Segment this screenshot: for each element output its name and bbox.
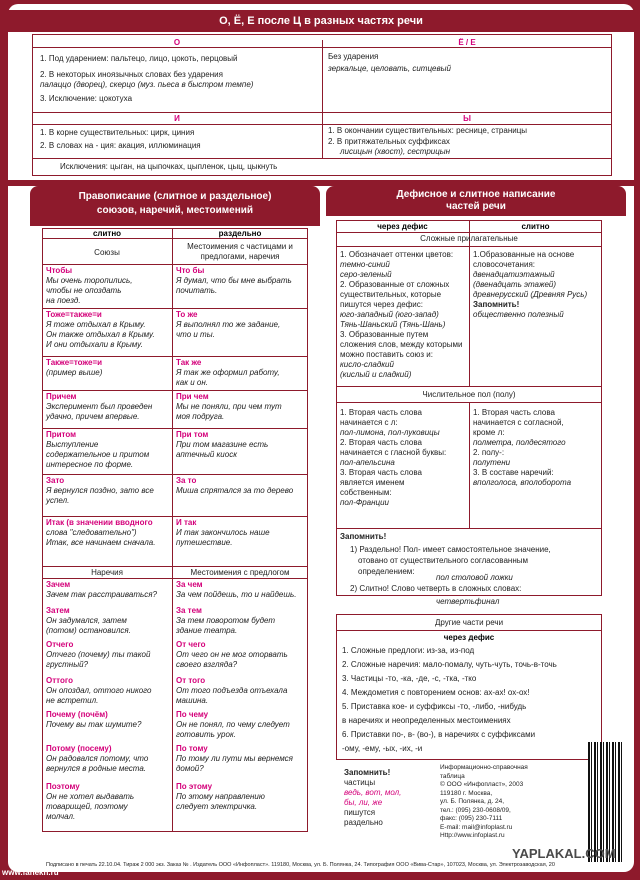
left-row-1-l — [46, 266, 170, 306]
left-r7r-0: И так — [176, 518, 197, 527]
left-r5l-1: Выступление — [46, 440, 99, 449]
right-pub-6: факс: (095) 230-7111 — [440, 815, 503, 822]
o-rule-2: 2. В некоторых иноязычных словах без ударения — [40, 70, 223, 79]
left-s5r-1: Он не понял, по чему следует — [176, 720, 290, 729]
left-r2l-0: Тоже=также=и — [46, 310, 102, 319]
right-pub-2: © ООО «Инфопласт», 2003 — [440, 781, 524, 788]
left-row-6-r — [176, 476, 300, 496]
left-s3r-2: своего взгляда? — [176, 660, 238, 669]
right-b_r-7: вполголоса, вполоборота — [473, 478, 572, 487]
remember-1: 1) Раздельно! Пол- имеет самостоятельное значение, — [350, 545, 551, 554]
y-rule-2: 2. В притяжательных суффиксах — [328, 137, 450, 146]
right-a_l-9: сложения слов, между которыми — [340, 340, 463, 349]
other-parts-header: Другие части речи — [434, 618, 504, 627]
right-a_l-5: пишутся через дефис: — [340, 300, 423, 309]
right-pub-1: таблица — [440, 772, 465, 780]
right-b_l-7: является именем — [340, 478, 405, 487]
left-r5r-0: При том — [176, 430, 209, 439]
left-r4r-0: При чем — [176, 392, 209, 401]
right-a_r-5: Запомнить! — [473, 300, 520, 309]
i-rule-1: 1. В корне существительных: цирк, циния — [40, 128, 195, 137]
left-r7l-1: слова "следовательно") — [46, 528, 137, 537]
left-s1r-0: За чем — [176, 580, 203, 589]
left-row-1-r — [176, 266, 300, 296]
left-s5r-0: По чему — [176, 710, 209, 719]
left-r2r-0: То же — [176, 310, 198, 319]
pronouns-label-2: предлогами, наречия — [200, 252, 280, 261]
ee-rule-2: зеркальце, целовать, ситцевый — [328, 64, 451, 73]
remember-1c: определением: — [358, 567, 415, 576]
left-s5r-2: готовить урок. — [176, 730, 236, 739]
left-row-3-l — [46, 358, 170, 378]
left-header-together: слитно — [92, 229, 122, 238]
left-s5l-0: Почему (почём) — [46, 710, 108, 719]
left-row-7-l — [46, 518, 170, 548]
right-b_l-8: собственным: — [340, 488, 392, 497]
y-rule-1: 1. В окончании существительных: реснице, страницы — [328, 126, 528, 135]
right-note-2: ведь, вот, мол, — [344, 788, 402, 797]
right-a_r-3: (двенадцать этажей) — [473, 280, 557, 289]
remember-1-example: пол столовой ложки — [436, 573, 513, 582]
left-s6l-1: Он радовался потому, что — [46, 754, 149, 763]
left-r6l-1: Я вернулся поздно, зато все — [46, 486, 154, 495]
left-r1l-0: Чтобы — [46, 266, 73, 275]
adverb-row-2-r — [176, 606, 300, 636]
numeral-half-header: Числительное пол (полу) — [422, 390, 516, 399]
left-s1r-1: За чем пойдешь, то и найдешь. — [176, 590, 297, 599]
adverb-row-3-l — [46, 640, 170, 670]
right-a_l-11: кисло-сладкий — [340, 360, 394, 369]
right-c-2: 3. Частицы -то, -ка, -де, -с, -тка, -тко — [342, 674, 477, 683]
left-s7r-2: следует электричка. — [176, 802, 258, 811]
left-r2r-2: что и ты. — [176, 330, 215, 339]
left-title-line2: союзов, наречий, местоимений — [96, 205, 254, 216]
left-s2l-1: Он задумался, затем — [46, 616, 127, 625]
adverb-row-7-r — [176, 782, 300, 812]
right-note-3: бы, ли, же — [344, 798, 383, 807]
left-r4l-2: удачно, причем впервые. — [46, 412, 140, 421]
left-s5l-1: Почему вы так шумите? — [46, 720, 142, 729]
watermark-fanekh: www.fanekh.ru — [2, 868, 59, 877]
left-r3r-2: как и он. — [176, 378, 208, 387]
right-b_r-6: 3. В составе наречий: — [473, 468, 554, 477]
col-i-header: И — [174, 114, 180, 123]
adverb-row-1-r — [176, 580, 300, 600]
left-r6r-1: Миша спрятался за то дерево — [176, 486, 294, 495]
left-r3r-1: Я так же оформил работу, — [176, 368, 280, 377]
left-title-line1: Правописание (слитное и раздельное) — [78, 191, 272, 202]
remember-1b: отовано от существительного согласованным — [358, 556, 528, 565]
left-s6r-2: домой? — [176, 764, 204, 773]
o-rule-2-example: палаццо (дворец), скерцо (муз. пьеса в быстром темпе) — [40, 80, 254, 89]
remember-2: 2) Слитно! Слово четверть в сложных словах: — [350, 584, 522, 593]
adverb-row-4-l — [46, 676, 170, 706]
left-r5r-2: аптечный киоск — [176, 450, 237, 459]
pronoun-preposition-header: Местоимения с предлогом — [190, 568, 290, 577]
right-a_l-4: существительных, которые — [340, 290, 442, 299]
right-pub-8: Http://www.infoplast.ru — [440, 832, 505, 839]
left-s6l-0: Потому (посему) — [46, 744, 112, 753]
left-s2r-1: За тем поворотом будет — [176, 616, 276, 625]
remember-2-example: четвертьфинал — [436, 597, 500, 606]
adverb-row-6-r — [176, 744, 300, 774]
right-b_r-4: 2. полу-: — [473, 448, 505, 457]
other-hyphen-header: через дефис — [443, 633, 495, 642]
right-title-line1: Дефисное и слитное написание — [396, 189, 556, 200]
left-s6r-0: По тому — [176, 744, 208, 753]
col-o-header: О — [173, 38, 181, 47]
conjunctions-label: Союзы — [94, 248, 120, 257]
left-s4l-2: не встретил. — [46, 696, 99, 705]
right-a_l-12: (кислый и сладкий) — [340, 370, 412, 379]
left-r1l-2: чтобы не опоздать — [46, 286, 122, 295]
right-a_l-2: серо-зеленый — [340, 270, 392, 279]
left-row-2-r — [176, 310, 300, 340]
left-s4r-1: От того подъезда отъехала — [176, 686, 288, 695]
left-s4r-0: От того — [176, 676, 206, 685]
pronouns-label-1: Местоимения с частицами и — [187, 242, 293, 251]
adverb-row-7-l — [46, 782, 170, 822]
right-a_l-1: темно-синий — [340, 260, 390, 269]
adverbs-header: Наречия — [91, 568, 123, 577]
left-r4r-2: моя подруга. — [176, 412, 225, 421]
left-r6r-0: За то — [176, 476, 197, 485]
right-b_l-1: начинается с л: — [340, 418, 398, 427]
left-s1l-1: Зачем так расстраиваться? — [46, 590, 157, 599]
left-s3l-2: грустный? — [46, 660, 88, 669]
left-row-3-r — [176, 358, 300, 388]
left-r3l-0: Также=тоже=и — [46, 358, 103, 367]
left-r1r-1: Я думал, что бы мне выбрать — [176, 276, 292, 285]
adverb-row-5-r — [176, 710, 300, 740]
left-s3l-1: Отчего (почему) ты такой — [46, 650, 151, 659]
left-r5l-3: интересное по форме. — [46, 460, 134, 469]
left-s4r-2: машина. — [176, 696, 209, 705]
right-b_r-0: 1. Вторая часть слова — [473, 408, 555, 417]
right-c-4: 5. Приставка кое- и суффиксы -то, -либо, -нибудь — [342, 702, 527, 711]
left-r3r-0: Так же — [176, 358, 202, 367]
watermark-yaplakal: YAPLAKAL.COM — [512, 846, 616, 861]
right-c-1: 2. Сложные наречия: мало-помалу, чуть-чуть, точь-в-точь — [342, 660, 557, 669]
right-a_l-8: 3. Образованные путем — [340, 330, 429, 339]
adverb-row-5-l — [46, 710, 170, 730]
barcode — [588, 742, 622, 862]
left-s3r-0: От чего — [176, 640, 206, 649]
right-c-0: 1. Сложные предлоги: из-за, из-под — [342, 646, 475, 655]
right-header-together: слитно — [521, 222, 550, 231]
right-a_r-6: общественно полезный — [473, 310, 564, 319]
left-s7l-1: Он не хотел выдавать — [46, 792, 135, 801]
remember-title: Запомнить! — [340, 532, 387, 541]
right-a_l-6: юго-западный (юго-запад) — [340, 310, 439, 319]
right-b_r-5: полутени — [473, 458, 511, 467]
right-a_l-3: 2. Образованные от сложных — [340, 280, 450, 289]
left-r4r-1: Мы не поняли, при чем тут — [176, 402, 282, 411]
compound-adjectives-header: Сложные прилагательные — [420, 234, 518, 243]
left-s7r-1: По этому направлению — [176, 792, 265, 801]
right-section-title — [326, 186, 626, 216]
left-r2l-2: Он также отдыхал в Крыму. — [46, 330, 155, 339]
o-rule-3: 3. Исключение: цокотуха — [40, 94, 133, 103]
adverb-row-6-l — [46, 744, 170, 774]
left-s2r-2: здание театра. — [176, 626, 238, 635]
left-s2l-2: (потом) остановился. — [46, 626, 131, 635]
left-row-5-r — [176, 430, 300, 460]
right-b_l-5: пол-апельсина — [340, 458, 395, 467]
right-pub-4: ул. Б. Полянка, д. 24, — [440, 798, 505, 805]
adverb-row-1-l — [46, 580, 170, 600]
right-pub-7: E-mail: mail@infoplast.ru — [440, 823, 513, 831]
right-c-7: -ому, -ему, -ых, -их, -и — [342, 744, 423, 753]
right-a_r-1: словосочетания: — [473, 260, 535, 269]
left-r3l-1: (пример выше) — [46, 368, 103, 377]
right-c-6: 6. Приставки по-, в- (во-), в наречиях с суффиксами — [342, 730, 536, 739]
ee-rule-1: Без ударения — [328, 52, 379, 61]
col-ee-header: Ё / Е — [458, 38, 476, 47]
left-s6l-2: вернулся в родные места. — [46, 764, 146, 773]
left-r1r-2: почитать. — [176, 286, 218, 295]
left-row-5-l — [46, 430, 170, 470]
col-y-header: Ы — [463, 114, 471, 123]
right-b_l-2: пол-лимона, пол-луковицы — [340, 428, 440, 437]
left-s3l-0: Отчего — [46, 640, 74, 649]
right-note-5: раздельно — [344, 818, 383, 827]
left-r1l-3: на поезд. — [46, 296, 81, 305]
left-s6r-1: По тому ли пути мы вернемся — [176, 754, 293, 763]
left-s3r-1: От чего он не мог оторвать — [176, 650, 288, 659]
right-pub-0: Информационно-справочная — [440, 764, 528, 771]
adverb-row-2-l — [46, 606, 170, 636]
left-s7l-3: молчал. — [46, 812, 76, 821]
right-c-3: 4. Междометия с повторением основ: ах-ах! ох-ох! — [342, 688, 530, 697]
right-b_r-3: полметра, полдесятого — [473, 438, 566, 447]
left-s2l-0: Затем — [46, 606, 70, 615]
right-a_r-0: 1.Образованные на основе — [473, 250, 575, 259]
right-a_l-10: можно поставить союз и: — [340, 350, 433, 359]
left-r4l-0: Причем — [46, 392, 77, 401]
left-r7r-2: путешествие. — [176, 538, 233, 547]
left-r4l-1: Эксперимент был проведен — [46, 402, 153, 411]
left-s1l-0: Зачем — [46, 580, 71, 589]
right-b_l-9: пол-Франции — [340, 498, 389, 507]
left-header-apart: раздельно — [218, 229, 262, 238]
left-row-4-r — [176, 392, 300, 422]
left-r6l-0: Зато — [46, 476, 65, 485]
left-r6l-2: успел. — [46, 496, 70, 505]
left-row-6-l — [46, 476, 170, 506]
left-s7l-0: Поэтому — [46, 782, 80, 791]
right-note-4: пишутся — [344, 808, 376, 817]
left-r5r-1: При том магазине есть — [176, 440, 269, 449]
right-b_r-1: начинается с согласной, — [473, 418, 564, 427]
right-note-1: частицы — [344, 778, 376, 787]
left-row-2-l — [46, 310, 170, 350]
left-r2l-1: Я тоже отдыхал в Крыму. — [46, 320, 146, 329]
left-section-title — [30, 186, 320, 226]
left-s2r-0: За тем — [176, 606, 202, 615]
left-r2r-1: Я выполнял то же задание, — [176, 320, 281, 329]
left-r5l-0: Притом — [46, 430, 77, 439]
right-a_r-4: древнерусский (Древняя Русь) — [473, 290, 588, 299]
right-header-hyphen: через дефис — [377, 222, 428, 231]
right-c-5: в наречиях и неопределенных местоимениях — [342, 716, 511, 725]
left-r7l-2: Итак, все начинаем сначала. — [46, 538, 156, 547]
page-title: О, Ё, Е после Ц в разных частях речи — [8, 10, 634, 32]
left-r2l-3: И они отдыхали в Крыму. — [46, 340, 143, 349]
right-title-line2: частей речи — [446, 201, 506, 212]
imprint-footer: Подписано в печать 22.10.04. Тираж 2 000 экз. Заказ № . Издатель ООО «Инфопласт». 119180, Москва, ул. Б. Полянка, 24. Типография ООО «Вива-Стар», 107023, Москва, ул. Электрозаводская, 20 — [46, 862, 555, 868]
right-b_l-0: 1. Вторая часть слова — [340, 408, 422, 417]
left-r1l-1: Мы очень торопились, — [46, 276, 133, 285]
left-s7r-0: По этому — [176, 782, 213, 791]
right-note-0: Запомнить! — [344, 768, 391, 777]
left-r7l-0: Итак (в значении вводного — [46, 518, 153, 527]
right-pub-3: 119180 г. Москва, — [440, 789, 493, 797]
left-s7l-2: товарищей, поэтому — [46, 802, 128, 811]
left-row-7-r — [176, 518, 300, 548]
left-s4l-0: Оттого — [46, 676, 73, 685]
left-r7r-1: И так закончилось наше — [176, 528, 270, 537]
right-b_r-2: кроме л: — [473, 428, 505, 437]
right-a_l-0: 1. Обозначает оттенки цветов: — [340, 250, 454, 259]
left-row-4-l — [46, 392, 170, 422]
adverb-row-3-r — [176, 640, 300, 670]
right-b_l-3: 2. Вторая часть слова — [340, 438, 422, 447]
right-pub-5: тел.: (095) 230-0608/09, — [440, 806, 511, 814]
left-r5l-2: содержательное и притом — [46, 450, 150, 459]
adverb-row-4-r — [176, 676, 300, 706]
right-b_l-4: начинается с гласной буквы: — [340, 448, 447, 457]
i-rule-2: 2. В словах на - ция: акация, иллюминация — [40, 141, 201, 150]
left-r1r-0: Что бы — [176, 266, 205, 275]
o-rule-1: 1. Под ударением: пальтецо, лицо, цокоть, перцовый — [40, 54, 238, 63]
left-s4l-1: Он опоздал, оттого никого — [46, 686, 152, 695]
right-a_r-2: двенадцатиэтажный — [473, 270, 555, 279]
exceptions: Исключения: цыган, на цыпочках, цыпленок, цыц, цыкнуть — [60, 162, 278, 171]
right-b_l-6: 3. Вторая часть слова — [340, 468, 422, 477]
y-rule-2-example: лисицын (хвост), сестрицын — [340, 147, 451, 156]
right-a_l-7: Тянь-Шаньский (Тянь-Шань) — [340, 320, 446, 329]
